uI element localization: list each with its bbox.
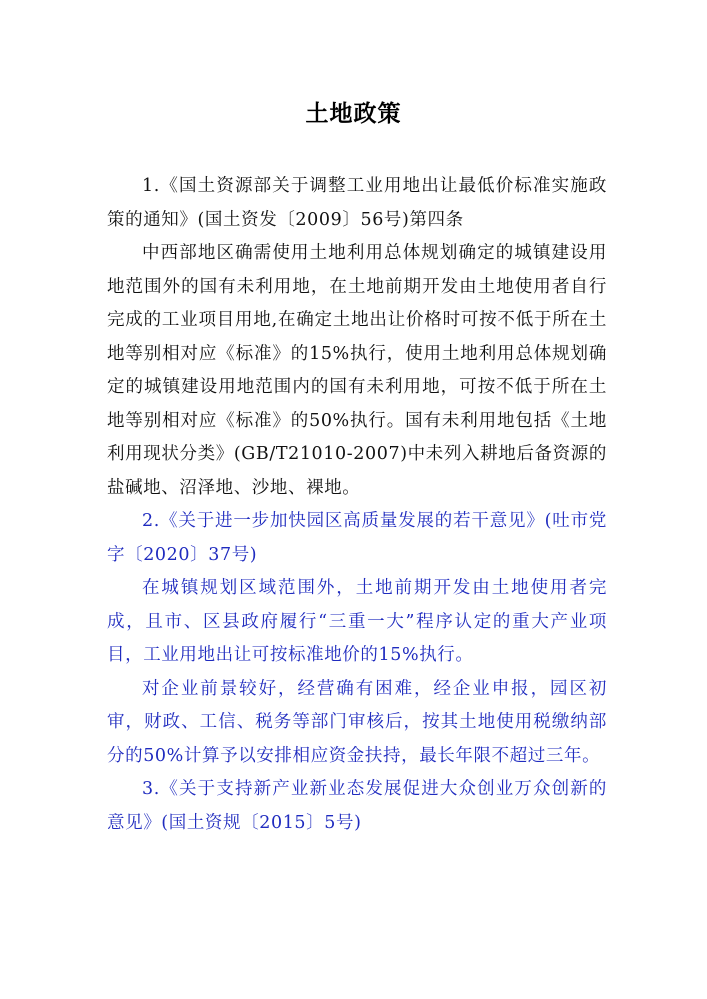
section-3-heading: 3.《关于支持新产业新业态发展促进大众创业万众创新的意见》(国土资规〔2015〕5号)	[107, 779, 607, 833]
section-1-paragraph: 中西部地区确需使用土地利用总体规划确定的城镇建设用地范围外的国有未利用地，在土地前期开发由土地使用者自行完成的工业项目用地,在确定土地出让价格时可按不低于所在土地等别相对应《标准》的15%执行，使用土地利用总体规划确定的城镇建设用地范围内的国有未利用地，可按不低于所在土地等别相对应《标准》的50%执行。国有未利用地包括《土地利用现状分类》(GB/T21010-2007)中未列入耕地后备资源的盐碱地、沼泽地、沙地、裸地。	[107, 243, 607, 498]
document-body	[107, 170, 607, 840]
section-2-paragraph-2: 对企业前景较好，经营确有困难，经企业申报，园区初审，财政、工信、税务等部门审核后，按其土地使用税缴纳部分的50%计算予以安排相应资金扶持，最长年限不超过三年。	[107, 678, 607, 766]
page-title: 土地政策	[305, 101, 402, 127]
section-1-heading: 1.《国土资源部关于调整工业用地出让最低价标准实施政策的通知》(国土资发〔2009〕56号)第四条	[107, 176, 607, 230]
section-2-heading: 2.《关于进一步加快园区高质量发展的若干意见》(吐市党字〔2020〕37号)	[107, 511, 607, 565]
section-2-paragraph-1: 在城镇规划区域范围外，土地前期开发由土地使用者完成，且市、区县政府履行“三重一大”程序认定的重大产业项目，工业用地出让可按标准地价的15%执行。	[107, 578, 607, 665]
